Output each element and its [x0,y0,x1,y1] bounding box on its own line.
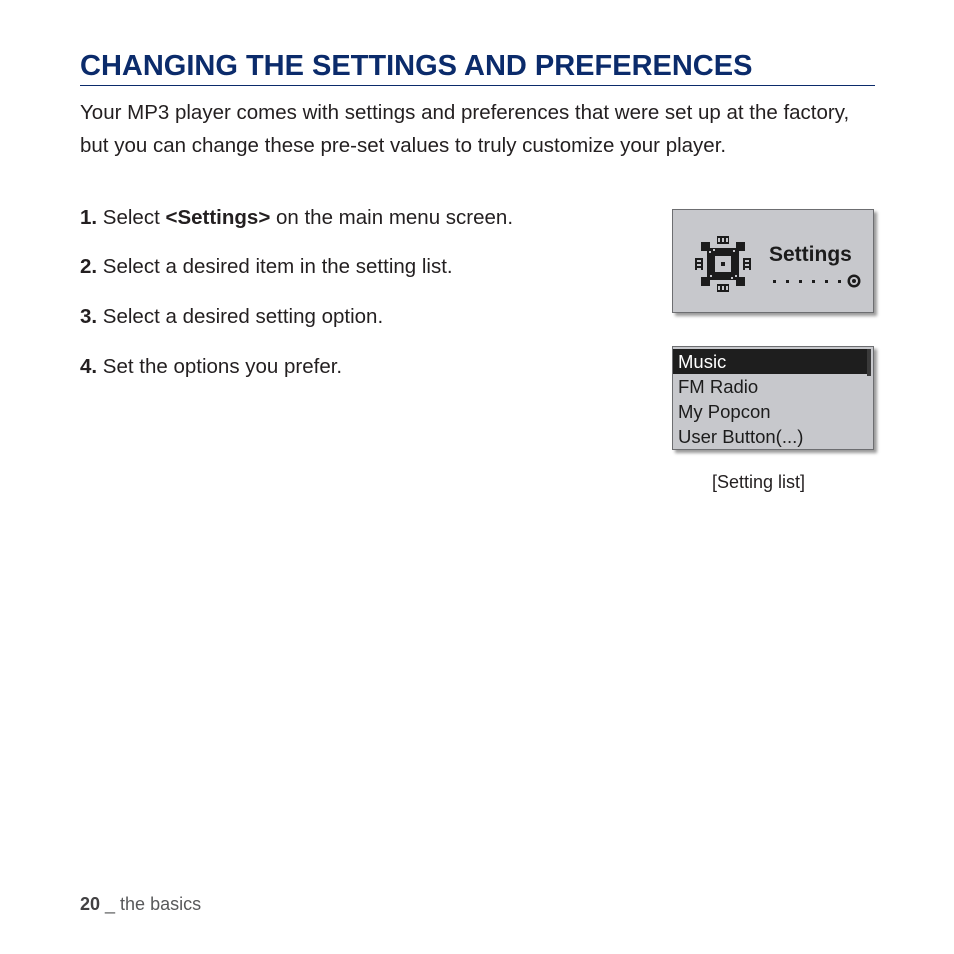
step-text-pre: Select a desired item in the setting list. [97,255,453,278]
step-number: 4. [80,355,98,378]
title-divider [80,85,875,86]
setting-list-caption: [Setting list] [712,472,806,492]
step-number: 1. [80,206,98,229]
page-title: CHANGING THE SETTINGS AND PREFERENCES [80,50,753,82]
page-dot [799,280,802,283]
step-4 [80,354,342,380]
settings-screen [672,209,874,313]
step-1 [80,205,513,231]
page-dot [825,280,828,283]
list-item-my-popcon[interactable]: My Popcon [678,401,771,422]
gear-icon [693,234,753,294]
intro-paragraph: Your MP3 player comes with settings and preferences that were set up at the factory, but you can change these pre-set values to truly customize your player. [80,101,850,157]
step-text-bold: <Settings> [165,206,271,229]
step-2 [80,254,453,280]
list-item-music[interactable]: Music [673,349,867,374]
page-dot [786,280,789,283]
step-text-pre: Select a desired setting option. [97,305,384,328]
scrollbar-thumb[interactable] [867,349,871,376]
section-name: _ the basics [100,894,202,914]
step-number: 2. [80,255,98,278]
page-dot [812,280,815,283]
list-item-fm-radio[interactable]: FM Radio [678,376,759,397]
step-text-post: on the main menu screen. [270,206,514,229]
page-number: 20 [80,894,101,914]
gear-icon [848,275,861,288]
page-dot [838,280,841,283]
step-text-pre: Set the options you prefer. [97,355,343,378]
settings-label: Settings [769,243,852,266]
list-item-user-button[interactable]: User Button(...) [678,426,804,447]
step-text-pre: Select [97,206,166,229]
setting-list-screen [672,346,874,450]
page-indicator [773,273,865,289]
step-3 [80,304,383,330]
page-dot [773,280,776,283]
page-footer [80,894,201,915]
step-number: 3. [80,305,98,328]
